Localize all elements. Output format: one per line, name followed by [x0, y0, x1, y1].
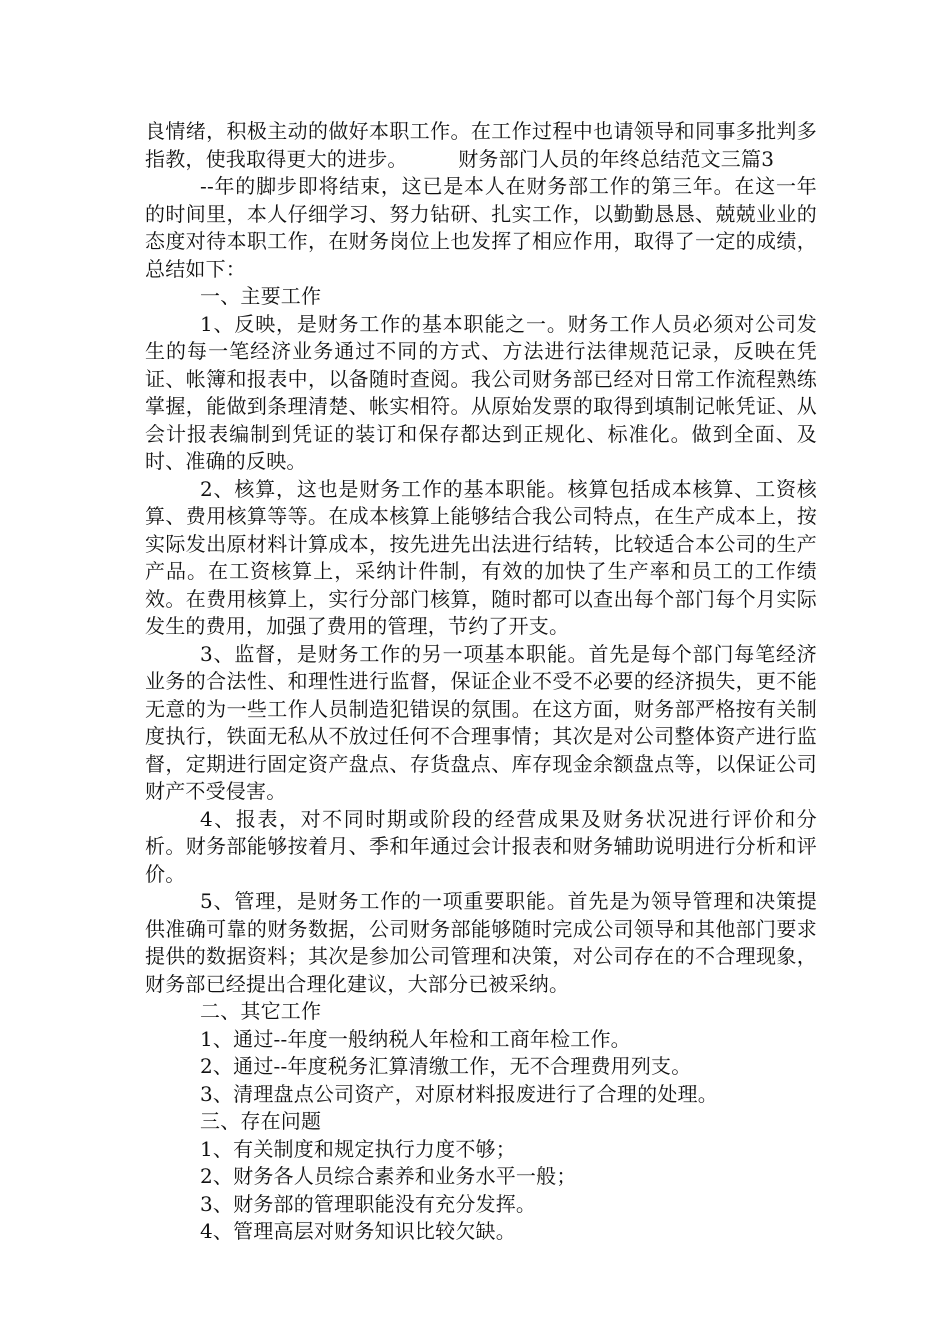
other-item: 2、通过--年度税务汇算清缴工作，无不合理费用列支。 — [200, 1054, 692, 1078]
problem-item: 4、管理高层对财务知识比较欠缺。 — [200, 1219, 516, 1243]
section3-title: 三、存在问题 — [200, 1109, 322, 1133]
item1-paragraph: 1、反映，是财务工作的基本职能之一。财务工作人员必须对公司发生的每一笔经济业务通过不同的方式、方法进行法律规范记录，反映在凭证、帐簿和报表中，以备随时查阅。我公司财务部已经对日常工作流程熟练掌握，能做到条理清楚、帐实相符。从原始发票的取得到填制记帐凭证、从会计报表编制到凭证的装订和保存都达到正规化、标准化。做到全面、及时、准确的反映。 — [145, 311, 817, 473]
other-item: 1、通过--年度一般纳税人年检和工商年检工作。 — [200, 1026, 631, 1051]
problem-item: 2、财务各人员综合素养和业务水平一般； — [200, 1164, 577, 1188]
section2-title: 二、其它工作 — [200, 999, 322, 1023]
intro-tail-paragraph: 良情绪，积极主动的做好本职工作。在工作过程中也请领导和同事多批判多指教，使我取得更大的进步。 财务部门人员的年终总结范文三篇3 — [145, 119, 817, 171]
other-item: 3、清理盘点公司资产，对原材料报废进行了合理的处理。 — [200, 1081, 718, 1106]
item3-paragraph: 3、监督，是财务工作的另一项基本职能。首先是每个部门每笔经济业务的合法性、和理性进行监督，保证企业不受不必要的经济损失，更不能无意的为一些工作人员制造犯错误的氛围。在这方面，财务部严格按有关制度执行，铁面无私从不放过任何不合理事情；其次是对公司整体资产进行监督，定期进行固定资产盘点、存货盘点、库存现金余额盘点等，以保证公司财产不受侵害。 — [145, 641, 817, 803]
opening-paragraph: --年的脚步即将结束，这已是本人在财务部工作的第三年。在这一年的时间里，本人仔细学习、努力钻研、扎实工作，以勤勤恳恳、兢兢业业的态度对待本职工作，在财务岗位上也发挥了相应作用，取得了一定的成绩，总结如下： — [145, 174, 817, 281]
item2-paragraph: 2、核算，这也是财务工作的基本职能。核算包括成本核算、工资核算、费用核算等等。在成本核算上能够结合我公司特点，在生产成本上，按实际发出原材料计算成本，按先进先出法进行结转，比较适合本公司的生产产品。在工资核算上，采纳计件制，有效的加快了生产率和员工的工作绩效。在费用核算上，实行分部门核算，随时都可以查出每个部门每个月实际发生的费用，加强了费用的管理，节约了开支。 — [145, 476, 817, 638]
document-page — [145, 118, 817, 1246]
item5-paragraph: 5、管理，是财务工作的一项重要职能。首先是为领导管理和决策提供准确可靠的财务数据，公司财务部能够随时完成公司领导和其他部门要求提供的数据资料；其次是参加公司管理和决策，对公司存在的不合理现象，财务部已经提出合理化建议，大部分已被采纳。 — [145, 889, 817, 996]
section1-title: 一、主要工作 — [200, 284, 322, 308]
problem-item: 1、有关制度和规定执行力度不够； — [200, 1136, 516, 1161]
item4-paragraph: 4、报表，对不同时期或阶段的经营成果及财务状况进行评价和分析。财务部能够按着月、季和年通过会计报表和财务辅助说明进行分析和评价。 — [145, 806, 817, 886]
problem-item: 3、财务部的管理职能没有充分发挥。 — [200, 1191, 537, 1216]
